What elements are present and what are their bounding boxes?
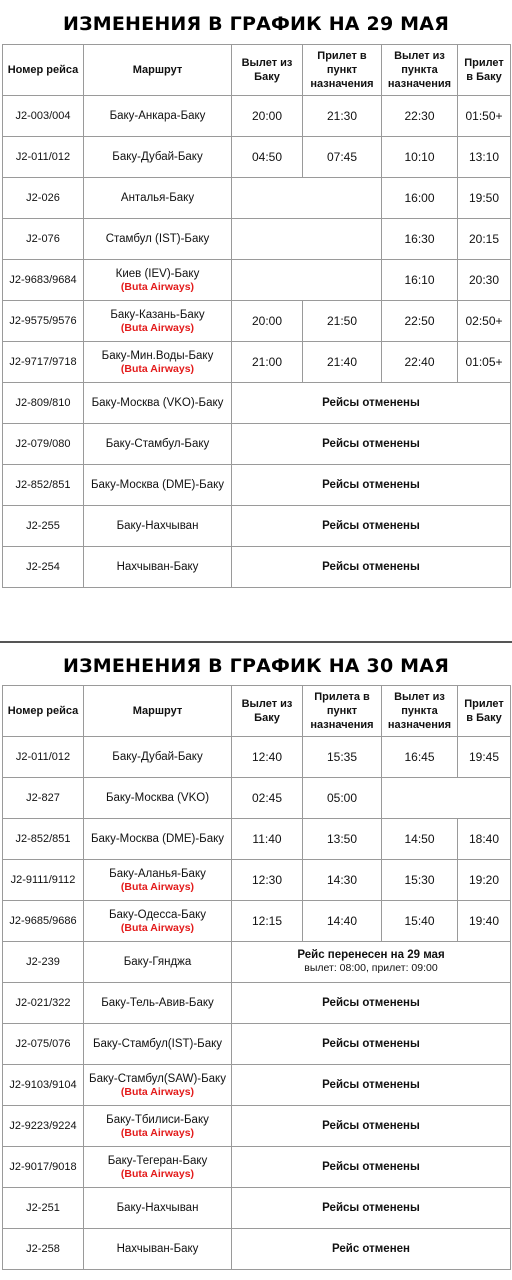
header-dep-dest: Вылет из пункта назначения [382,45,458,96]
dep-dest-cell: 10:10 [382,137,458,178]
route-label: Баку-Гянджа [123,955,192,968]
header-route: Маршрут [84,45,232,96]
section-title-may30: ИЗМЕНЕНИЯ В ГРАФИК НА 30 МАЯ [62,655,450,677]
route-label: Баку-Мин.Воды-Баку [101,349,214,362]
route-label: Баку-Казань-Баку [110,308,205,321]
empty-cell [382,778,511,819]
table-row [3,737,511,778]
route-label: Баку-Москва (DME)-Баку [90,832,225,845]
table-row [3,342,511,383]
flight-number-cell: J2-9575/9576 [3,301,84,342]
route-cell [84,506,232,547]
dep-baku-cell: 12:15 [232,901,303,942]
status-cell [232,1065,511,1106]
flight-number-cell: J2-852/851 [3,465,84,506]
route-label: Баку-Аланья-Баку [109,867,206,880]
dep-dest-cell: 22:40 [382,342,458,383]
table-row [3,547,511,588]
table-row [3,778,511,819]
route-label: Баку-Тель-Авив-Баку [101,996,214,1009]
arr-baku-cell: 20:15 [458,219,511,260]
table-row [3,901,511,942]
flight-number-cell: J2-9111/9112 [3,860,84,901]
header-arr-baku: Прилет в Баку [458,45,511,96]
route-cell [84,301,232,342]
arr-dest-cell: 15:35 [303,737,382,778]
table-row [3,819,511,860]
status-cell [232,1147,511,1188]
flight-number-cell: J2-852/851 [3,819,84,860]
flight-number-cell: J2-827 [3,778,84,819]
dep-baku-cell: 21:00 [232,342,303,383]
route-label: Баку-Стамбул(IST)-Баку [92,1037,223,1050]
table-header-row [3,45,511,96]
flight-number-cell: J2-254 [3,547,84,588]
route-cell [84,983,232,1024]
flight-number-cell: J2-258 [3,1229,84,1270]
arr-baku-cell: 13:10 [458,137,511,178]
flight-number-cell: J2-021/322 [3,983,84,1024]
section-divider [0,641,512,643]
status-text: Рейсы отменены [322,1160,420,1173]
dep-dest-cell: 15:30 [382,860,458,901]
table-row [3,506,511,547]
status-text: Рейсы отменены [322,396,420,409]
dep-dest-cell: 15:40 [382,901,458,942]
route-cell [84,424,232,465]
flight-number-cell: J2-003/004 [3,96,84,137]
dep-baku-cell: 11:40 [232,819,303,860]
table-row [3,260,511,301]
route-label: Баку-Стамбул(SAW)-Баку [89,1072,226,1085]
arr-dest-cell: 14:40 [303,901,382,942]
table-row [3,983,511,1024]
schedule-table-may29 [2,44,511,588]
route-cell [84,465,232,506]
header-arr-baku: Прилет в Баку [458,686,511,737]
status-text: Рейсы отменены [322,478,420,491]
empty-cell [232,260,382,301]
status-cell [232,942,511,983]
route-label: Баку-Москва (DME)-Баку [90,478,225,491]
flight-number-cell: J2-075/076 [3,1024,84,1065]
status-text: Рейсы отменены [322,519,420,532]
route-cell [84,96,232,137]
table-row [3,96,511,137]
status-cell [232,547,511,588]
status-cell [232,1229,511,1270]
arr-dest-cell: 21:50 [303,301,382,342]
dep-baku-cell: 02:45 [232,778,303,819]
dep-dest-cell: 16:45 [382,737,458,778]
arr-dest-cell: 13:50 [303,819,382,860]
flight-number-cell: J2-9685/9686 [3,901,84,942]
arr-baku-cell: 19:50 [458,178,511,219]
header-dep-baku: Вылет из Баку [232,45,303,96]
flight-number-cell: J2-239 [3,942,84,983]
route-label: Стамбул (IST)-Баку [105,232,210,245]
arr-baku-cell: 01:05+ [458,342,511,383]
arr-baku-cell: 19:40 [458,901,511,942]
dep-baku-cell: 12:30 [232,860,303,901]
route-cell [84,260,232,301]
arr-dest-cell: 14:30 [303,860,382,901]
header-flight: Номер рейса [3,686,84,737]
route-label: Анталья-Баку [120,191,195,204]
route-label: Баку-Стамбул-Баку [105,437,210,450]
status-text: Рейсы отменены [322,437,420,450]
header-arr-dest: Прилет в пункт назначения [303,45,382,96]
route-cell [84,1024,232,1065]
airline-label: (Buta Airways) [120,362,195,375]
route-cell [84,1147,232,1188]
dep-dest-cell: 16:30 [382,219,458,260]
status-cell [232,506,511,547]
table-row [3,137,511,178]
airline-label: (Buta Airways) [120,280,195,293]
status-text: Рейсы отменены [322,1037,420,1050]
section-title-may29: ИЗМЕНЕНИЯ В ГРАФИК НА 29 МАЯ [62,13,450,35]
table-row [3,424,511,465]
status-cell [232,1024,511,1065]
header-arr-dest: Прилета в пункт назначения [303,686,382,737]
table-row [3,1188,511,1229]
route-cell [84,819,232,860]
dep-dest-cell: 22:30 [382,96,458,137]
header-dep-baku: Вылет из Баку [232,686,303,737]
flight-number-cell: J2-076 [3,219,84,260]
arr-dest-cell: 07:45 [303,137,382,178]
route-cell [84,942,232,983]
dep-dest-cell: 16:00 [382,178,458,219]
table-row [3,301,511,342]
route-label: Нахчыван-Баку [116,1242,199,1255]
route-label: Баку-Дубай-Баку [112,750,203,763]
empty-cell [232,219,382,260]
route-label: Баку-Дубай-Баку [112,150,203,163]
route-label: Баку-Москва (VKO)-Баку [91,396,224,409]
flight-number-cell: J2-079/080 [3,424,84,465]
airline-label: (Buta Airways) [120,1167,195,1180]
flight-number-cell: J2-809/810 [3,383,84,424]
table-row [3,942,511,983]
table-header-row [3,686,511,737]
table-row [3,1065,511,1106]
arr-baku-cell: 19:45 [458,737,511,778]
table-row [3,1106,511,1147]
arr-baku-cell: 20:30 [458,260,511,301]
arr-dest-cell: 05:00 [303,778,382,819]
status-cell [232,1188,511,1229]
status-text: Рейсы отменены [322,996,420,1009]
status-text: Рейсы отменены [322,1119,420,1132]
header-dep-dest: Вылет из пункта назначения [382,686,458,737]
airline-label: (Buta Airways) [120,921,195,934]
arr-baku-cell: 18:40 [458,819,511,860]
dep-baku-cell: 12:40 [232,737,303,778]
empty-cell [232,178,382,219]
flight-number-cell: J2-9017/9018 [3,1147,84,1188]
status-cell [232,383,511,424]
route-cell [84,1229,232,1270]
route-label: Баку-Тбилиси-Баку [106,1113,209,1126]
dep-dest-cell: 14:50 [382,819,458,860]
status-cell [232,1106,511,1147]
dep-baku-cell: 20:00 [232,96,303,137]
route-cell [84,778,232,819]
route-cell [84,178,232,219]
dep-baku-cell: 04:50 [232,137,303,178]
route-cell [84,219,232,260]
route-label: Баку-Нахчыван [116,1201,199,1214]
table-row [3,1024,511,1065]
route-cell [84,860,232,901]
status-cell [232,465,511,506]
route-cell [84,547,232,588]
route-cell [84,737,232,778]
flight-number-cell: J2-011/012 [3,737,84,778]
status-text: Рейс отменен [331,1242,410,1255]
flight-number-cell: J2-255 [3,506,84,547]
table-row [3,465,511,506]
arr-baku-cell: 02:50+ [458,301,511,342]
status-text: Рейс перенесен на 29 мая [297,949,445,961]
airline-label: (Buta Airways) [120,321,195,334]
table-row [3,383,511,424]
header-flight: Номер рейса [3,45,84,96]
status-detail: вылет: 08:00, прилет: 09:00 [304,962,438,974]
flight-number-cell: J2-9683/9684 [3,260,84,301]
flight-number-cell: J2-9103/9104 [3,1065,84,1106]
status-text: Рейсы отменены [322,1078,420,1091]
airline-label: (Buta Airways) [120,1126,195,1139]
route-cell [84,1065,232,1106]
route-label: Баку-Тегеран-Баку [107,1154,208,1167]
route-cell [84,1106,232,1147]
route-cell [84,383,232,424]
route-cell [84,1188,232,1229]
status-cell [232,983,511,1024]
route-label: Нахчыван-Баку [116,560,199,573]
arr-dest-cell: 21:30 [303,96,382,137]
route-label: Киев (IEV)-Баку [115,267,200,280]
airline-label: (Buta Airways) [120,1085,195,1098]
arr-baku-cell: 01:50+ [458,96,511,137]
header-route: Маршрут [84,686,232,737]
airline-label: (Buta Airways) [120,880,195,893]
schedule-table-may30 [2,685,511,1270]
route-cell [84,137,232,178]
arr-dest-cell: 21:40 [303,342,382,383]
dep-dest-cell: 22:50 [382,301,458,342]
status-cell [232,424,511,465]
table-row [3,178,511,219]
dep-dest-cell: 16:10 [382,260,458,301]
route-cell [84,342,232,383]
flight-number-cell: J2-9223/9224 [3,1106,84,1147]
route-label: Баку-Нахчыван [116,519,199,532]
route-label: Баку-Одесса-Баку [108,908,207,921]
flight-number-cell: J2-9717/9718 [3,342,84,383]
status-text: Рейсы отменены [322,560,420,573]
status-text: Рейсы отменены [322,1201,420,1214]
route-label: Баку-Анкара-Баку [109,109,206,122]
table-row [3,860,511,901]
table-row [3,219,511,260]
route-cell [84,901,232,942]
dep-baku-cell: 20:00 [232,301,303,342]
route-label: Баку-Москва (VKO) [105,791,210,804]
arr-baku-cell: 19:20 [458,860,511,901]
flight-number-cell: J2-026 [3,178,84,219]
flight-number-cell: J2-251 [3,1188,84,1229]
table-row [3,1229,511,1270]
table-row [3,1147,511,1188]
flight-number-cell: J2-011/012 [3,137,84,178]
